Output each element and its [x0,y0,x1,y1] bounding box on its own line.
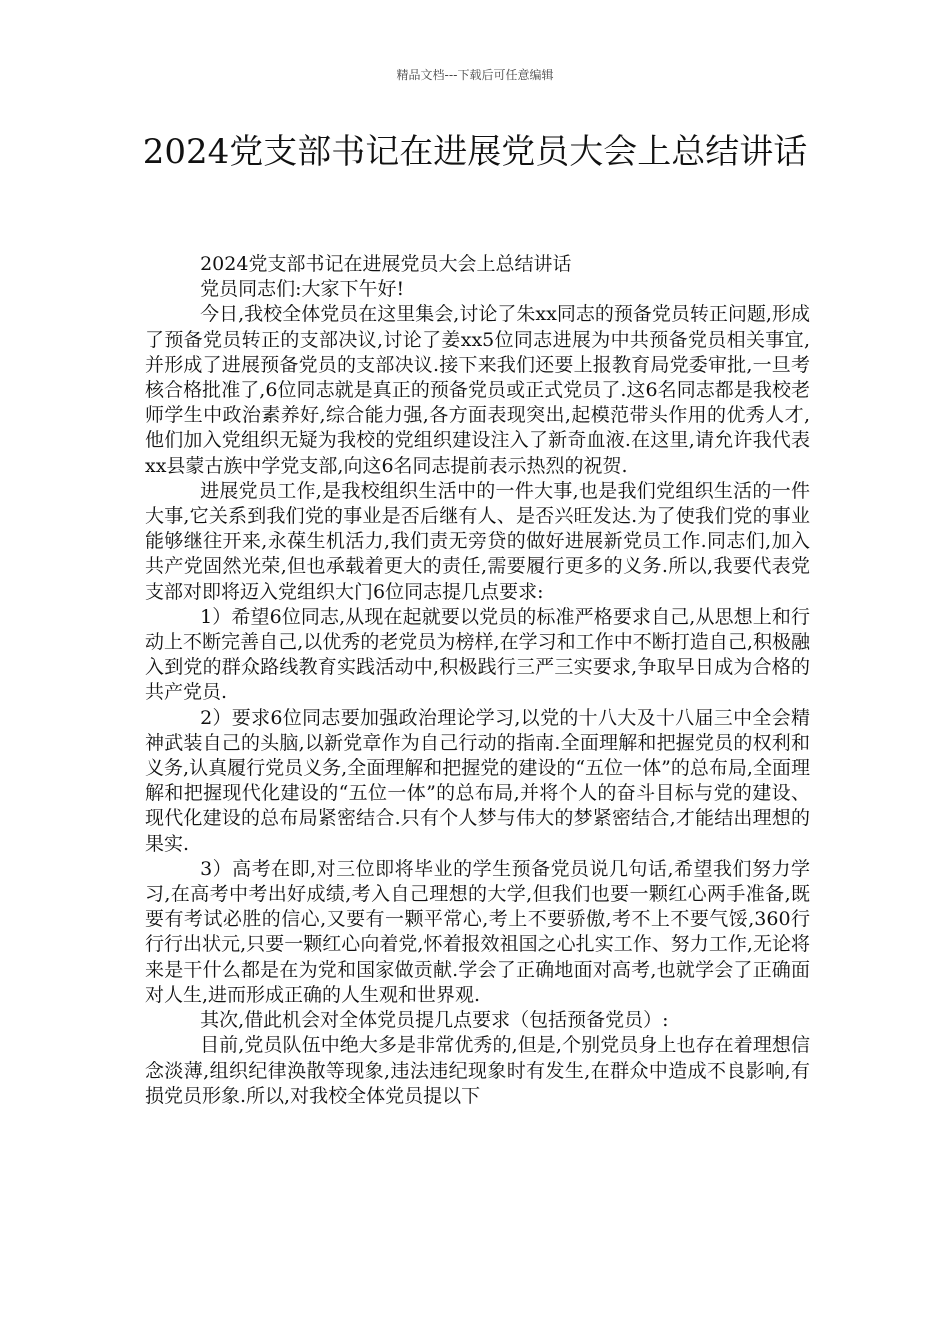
subtitle-paragraph: 2024党支部书记在进展党员大会上总结讲话 [200,253,572,275]
body-paragraph: 今日,我校全体党员在这里集会,讨论了朱xx同志的预备党员转正问题,形成了预备党员转正的支部决议,讨论了姜xx5位同志进展为中共预备党员相关事宜,并形成了进展预备党员的支部决议.接下来我们还要上报教育局党委审批,一旦考核合格批准了,6位同志就是真正的预备党员或正式党员了.这6名同志都是我校老师学生中政治素养好,综合能力强,各方面表现突出,起模范带头作用的优秀人才,他们加入党组织无疑为我校的党组织建设注入了新奇血液.在这里,请允许我代表xx县蒙古族中学党支部,向这6名同志提前表示热烈的祝贺. [145,303,810,477]
header-note: 精品文档---下载后可任意编辑 [396,68,554,82]
requirement-paragraph: 3）高考在即,对三位即将毕业的学生预备党员说几句话,希望我们努力学习,在高考中考出好成绩,考入自己理想的大学,但我们也要一颗红心两手准备,既要有考试必胜的信心,又要有一颗平常心,考上不要骄傲,考不上不要气馁,360行行行出状元,只要一颗红心向着党,怀着报效祖国之心扎实工作、努力工作,无论将来是干什么都是在为党和国家做贡献.学会了正确地面对高考,也就学会了正确面对人生,进而形成正确的人生观和世界观. [145,857,810,1006]
greeting-paragraph: 党员同志们:大家下午好! [200,278,405,301]
body-paragraph: 目前,党员队伍中绝大多是非常优秀的,但是,个别党员身上也存在着理想信念淡薄,组织纪律涣散等现象,违法违纪现象时有发生,在群众中造成不良影响,有损党员形象.所以,对我校全体党员提以下 [145,1034,810,1107]
body-paragraph: 其次,借此机会对全体党员提几点要求（包括预备党员）: [200,1009,669,1032]
requirement-paragraph: 1）希望6位同志,从现在起就要以党员的标准严格要求自己,从思想上和行动上不断完善自己,以优秀的老党员为榜样,在学习和工作中不断打造自己,积极融入到党的群众路线教育实践活动中,积极践行三严三实要求,争取早日成为合格的共产党员. [145,605,810,704]
requirement-paragraph: 2）要求6位同志要加强政治理论学习,以党的十八大及十八届三中全会精神武装自己的头脑,以新党章作为自己行动的指南.全面理解和把握党员的权利和义务,认真履行党员义务,全面理解和把握党的建设的“五位一体”的总布局,全面理解和把握现代化建设的“五位一体”的总布局,并将个人的奋斗目标与党的建设、现代化建设的总布局紧密结合.只有个人梦与伟大的梦紧密结合,才能结出理想的果实. [145,706,810,855]
body-paragraph: 进展党员工作,是我校组织生活中的一件大事,也是我们党组织生活的一件大事,它关系到我们党的事业是否后继有人、是否兴旺发达.为了使我们党的事业能够继往开来,永葆生机活力,我们责无旁贷的做好进展新党员工作.同志们,加入共产党固然光荣,但也承载着更大的责任,需要履行更多的义务.所以,我要代表党支部对即将迈入党组织大门6位同志提几点要求: [145,479,810,603]
document-body [145,252,810,1109]
document-title: 2024党支部书记在进展党员大会上总结讲话 [142,132,808,172]
